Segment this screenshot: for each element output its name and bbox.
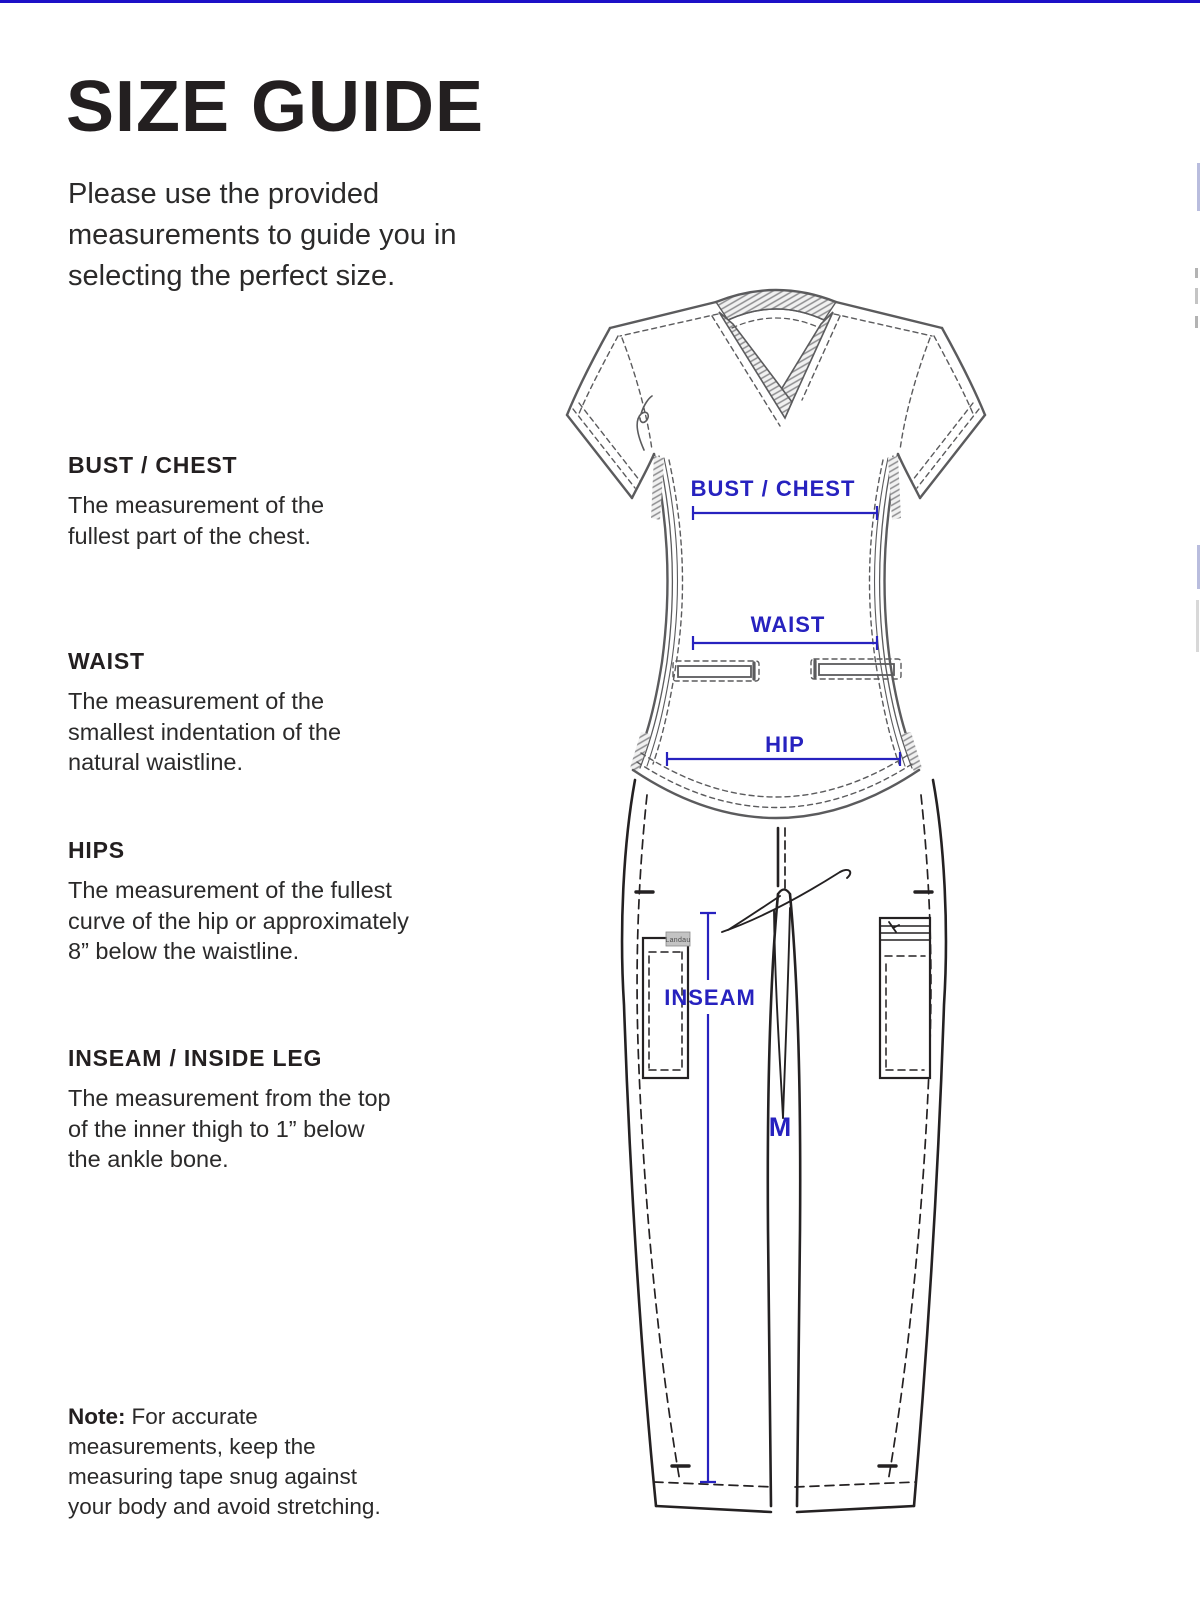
section-text-line: smallest indentation of the xyxy=(68,718,342,745)
section-heading: INSEAM / INSIDE LEG xyxy=(68,1045,323,1071)
top-border xyxy=(0,0,1200,3)
cargo-pocket-right xyxy=(880,918,930,1078)
section-text-line: The measurement of the xyxy=(68,492,325,518)
size-marker: M xyxy=(768,1112,792,1142)
section-text-line: The measurement of the xyxy=(68,688,325,714)
section-hips xyxy=(68,837,409,967)
note-line xyxy=(68,1402,381,1432)
right-edge-artifact xyxy=(1195,316,1198,328)
right-edge-artifact xyxy=(1196,600,1199,652)
note-line: your body and avoid stretching. xyxy=(68,1494,381,1519)
note-line: measuring tape snug against xyxy=(68,1464,357,1489)
brand-tag-text: Landau xyxy=(665,937,691,944)
intro-line: selecting the perfect size. xyxy=(68,260,396,292)
note-label: Note: xyxy=(68,1404,126,1429)
hip-label: HIP xyxy=(765,732,805,757)
intro-line: measurements to guide you in xyxy=(68,219,457,251)
section-text-line: the ankle bone. xyxy=(68,1146,229,1172)
note-line: measurements, keep the xyxy=(68,1434,316,1459)
intro-line: Please use the provided xyxy=(68,178,380,210)
page-title: SIZE GUIDE xyxy=(66,67,485,147)
bust-measurement xyxy=(691,476,877,520)
inseam-label: INSEAM xyxy=(664,985,756,1010)
section-text-line: of the inner thigh to 1” below xyxy=(68,1115,365,1142)
section-heading: HIPS xyxy=(68,837,125,863)
section-heading: BUST / CHEST xyxy=(68,452,238,478)
right-edge-artifact xyxy=(1195,268,1198,278)
waist-label: WAIST xyxy=(750,612,826,637)
section-bust-chest xyxy=(68,452,324,551)
note-line-rest: For accurate xyxy=(131,1404,258,1429)
section-heading: WAIST xyxy=(68,648,145,674)
bust-label: BUST / CHEST xyxy=(690,476,856,501)
section-waist xyxy=(68,648,341,778)
note-text xyxy=(68,1402,381,1522)
section-text-line: 8” below the waistline. xyxy=(68,938,300,964)
section-text-line: curve of the hip or approximately xyxy=(68,907,409,934)
right-edge-artifact xyxy=(1195,288,1198,304)
section-text-line: The measurement of the fullest xyxy=(68,877,392,903)
size-diagram xyxy=(540,280,1050,1530)
section-text-line: fullest part of the chest. xyxy=(68,522,311,549)
section-inseam xyxy=(68,1045,391,1175)
section-text-line: The measurement from the top xyxy=(68,1085,391,1111)
intro-text xyxy=(68,174,457,297)
scrub-pants-illustration xyxy=(622,780,946,1512)
section-text-line: natural waistline. xyxy=(68,749,244,775)
